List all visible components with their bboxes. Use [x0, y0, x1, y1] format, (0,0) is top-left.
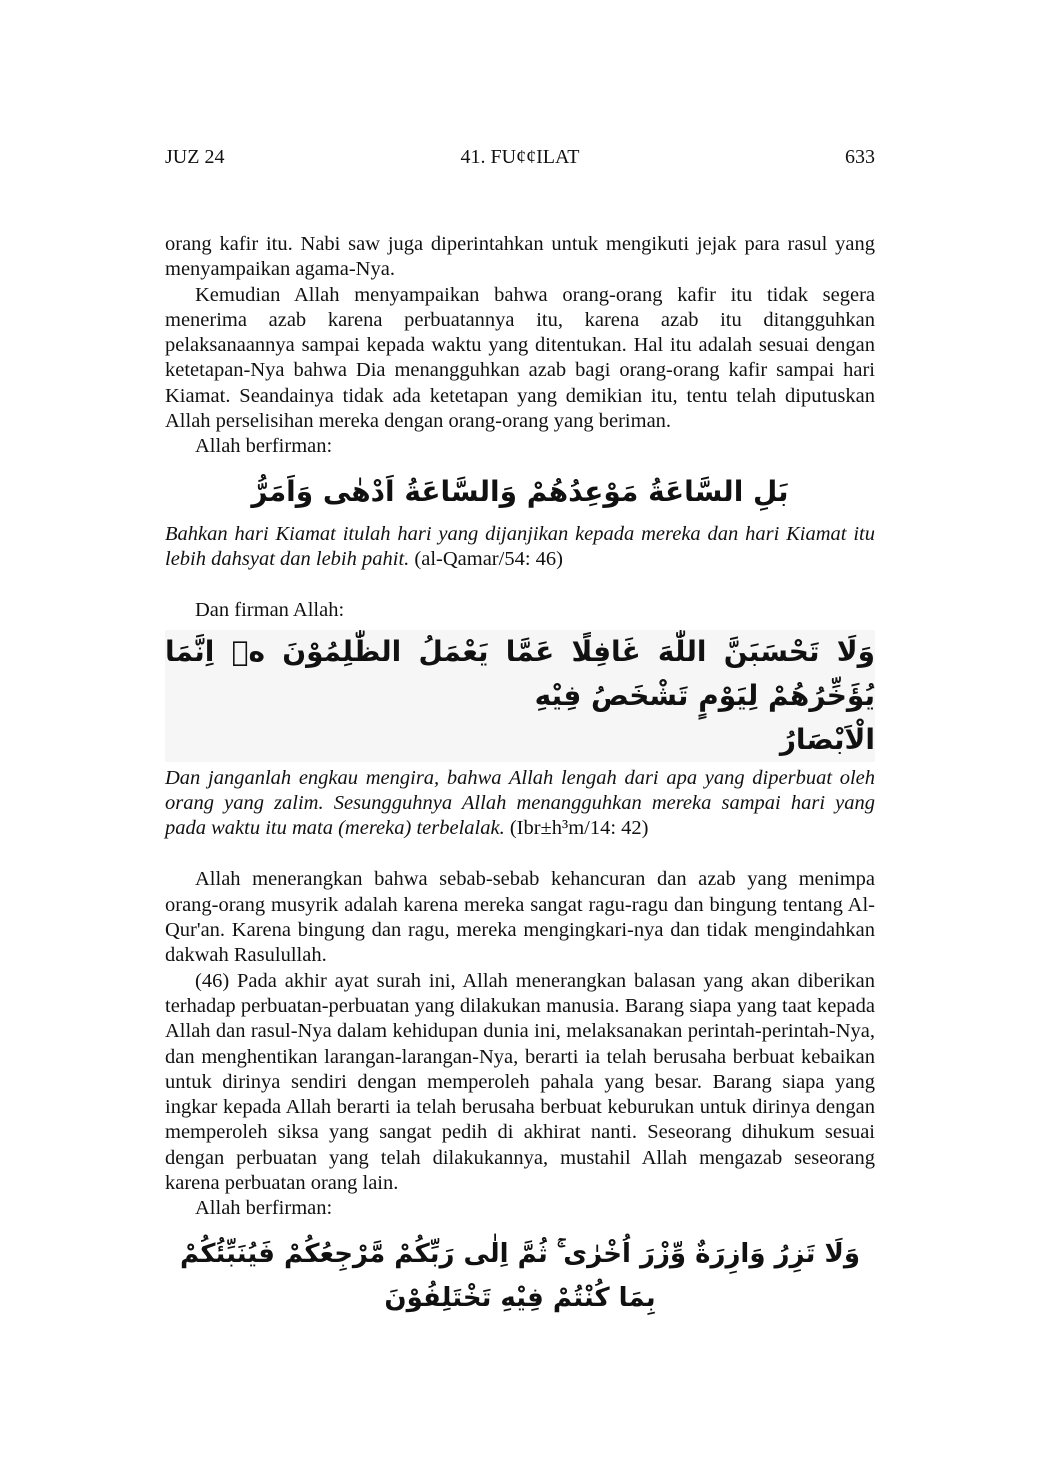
paragraph: (46) Pada akhir ayat surah ini, Allah menerangkan balasan yang akan diberikan terhadap perbuatan-perbuatan yang dilakukan manusia. Barang siapa yang taat kepada Allah dan rasul-Nya dalam kehidupan dunia ini, melaksanakan perintah-perintah-Nya, dan menghentikan larangan-larangan-Nya, berarti ia telah berusaha berbuat kebaikan untuk dirinya sendiri dengan memperoleh pahala yang besar. Barang siapa yang ingkar kepada Allah berarti ia telah berusaha berbuat keburukan untuk dirinya dengan memperoleh siksa yang sangat pedih di akhirat nanti. Seseorang dihukum sesuai dengan perbuatan yang telah dilakukannya, mustahil Allah mengazab seseorang karena perbuatan orang lain.	[165, 969, 875, 1195]
translation-text: Dan janganlah engkau mengira, bahwa Allah lengah dari apa yang diperbuat oleh orang yang zalim. Sesungguhnya Allah menangguhkan mereka sampai hari yang pada waktu itu mata (mereka) terbelalak.	[165, 766, 875, 840]
verse-translation	[165, 522, 875, 573]
arabic-verse: وَلَا تَزِرُ وَازِرَةٌ وِّزْرَ اُخْرٰى ۚ ثُمَّ اِلٰى رَبِّكُمْ مَّرْجِعُكُمْ فَيُنَبِّئُكُمْ بِمَا كُنْتُمْ فِيْهِ تَخْتَلِفُوْنَ	[179, 1238, 861, 1313]
verse-reference: (Ibr±h³m/14: 42)	[509, 817, 649, 840]
arabic-verse-line: وَلَا تَحْسَبَنَّ اللّٰهَ غَافِلًا عَمَّا يَعْمَلُ الظّٰلِمُوْنَ ەۗ اِنَّمَا يُؤَخِّرُهُمْ لِيَوْمٍ تَشْخَصُ فِيْهِ	[165, 634, 875, 712]
paragraph: Kemudian Allah menyampaikan bahwa orang-orang kafir itu tidak segera menerima azab karena perbuatannya itu, karena azab itu ditangguhkan pelaksanaannya sampai kepada waktu yang ditentukan. Hal itu adalah sesuai dengan ketetapan-Nya bahwa Dia menangguhkan azab bagi orang-orang kafir sampai hari Kiamat. Seandainya tidak ada ketetapan yang demikian itu, tentu telah diputuskan Allah perselisihan mereka dengan orang-orang yang beriman.	[165, 283, 875, 433]
juz-label: JUZ 24	[165, 146, 225, 168]
paragraph: Allah menerangkan bahwa sebab-sebab kehancuran dan azab yang menimpa orang-orang musyrik adalah karena mereka sangat ragu-ragu dan bingung tentang Al-Qur'an. Karena bingung dan ragu, mereka mengingkari-nya dan tidak mengindahkan dakwah Rasulullah.	[165, 868, 875, 967]
verse-reference: (al-Qamar/54: 46)	[414, 547, 563, 570]
verse-intro: Dan firman Allah:	[195, 599, 345, 622]
verse-intro: Allah berfirman:	[195, 1197, 333, 1220]
arabic-verse-line: الْاَبْصَارُ	[779, 722, 875, 756]
verse-intro: Allah berfirman:	[195, 435, 333, 458]
page-number: 633	[845, 146, 875, 168]
page-header	[165, 146, 875, 176]
translation-text: Bahkan hari Kiamat itulah hari yang dijanjikan kepada mereka dan hari Kiamat itu lebih dahsyat dan lebih pahit.	[165, 522, 875, 570]
surah-title: 41. FU¢¢ILAT	[460, 146, 580, 168]
arabic-verse: بَلِ السَّاعَةُ مَوْعِدُهُمْ وَالسَّاعَةُ اَدْهٰى وَاَمَرُّ	[251, 474, 789, 508]
paragraph: orang kafir itu. Nabi saw juga diperintahkan untuk mengikuti jejak para rasul yang menyampaikan agama-Nya.	[165, 233, 875, 281]
page-body	[165, 232, 875, 1320]
arabic-verse	[165, 630, 875, 762]
verse-translation	[165, 766, 875, 842]
